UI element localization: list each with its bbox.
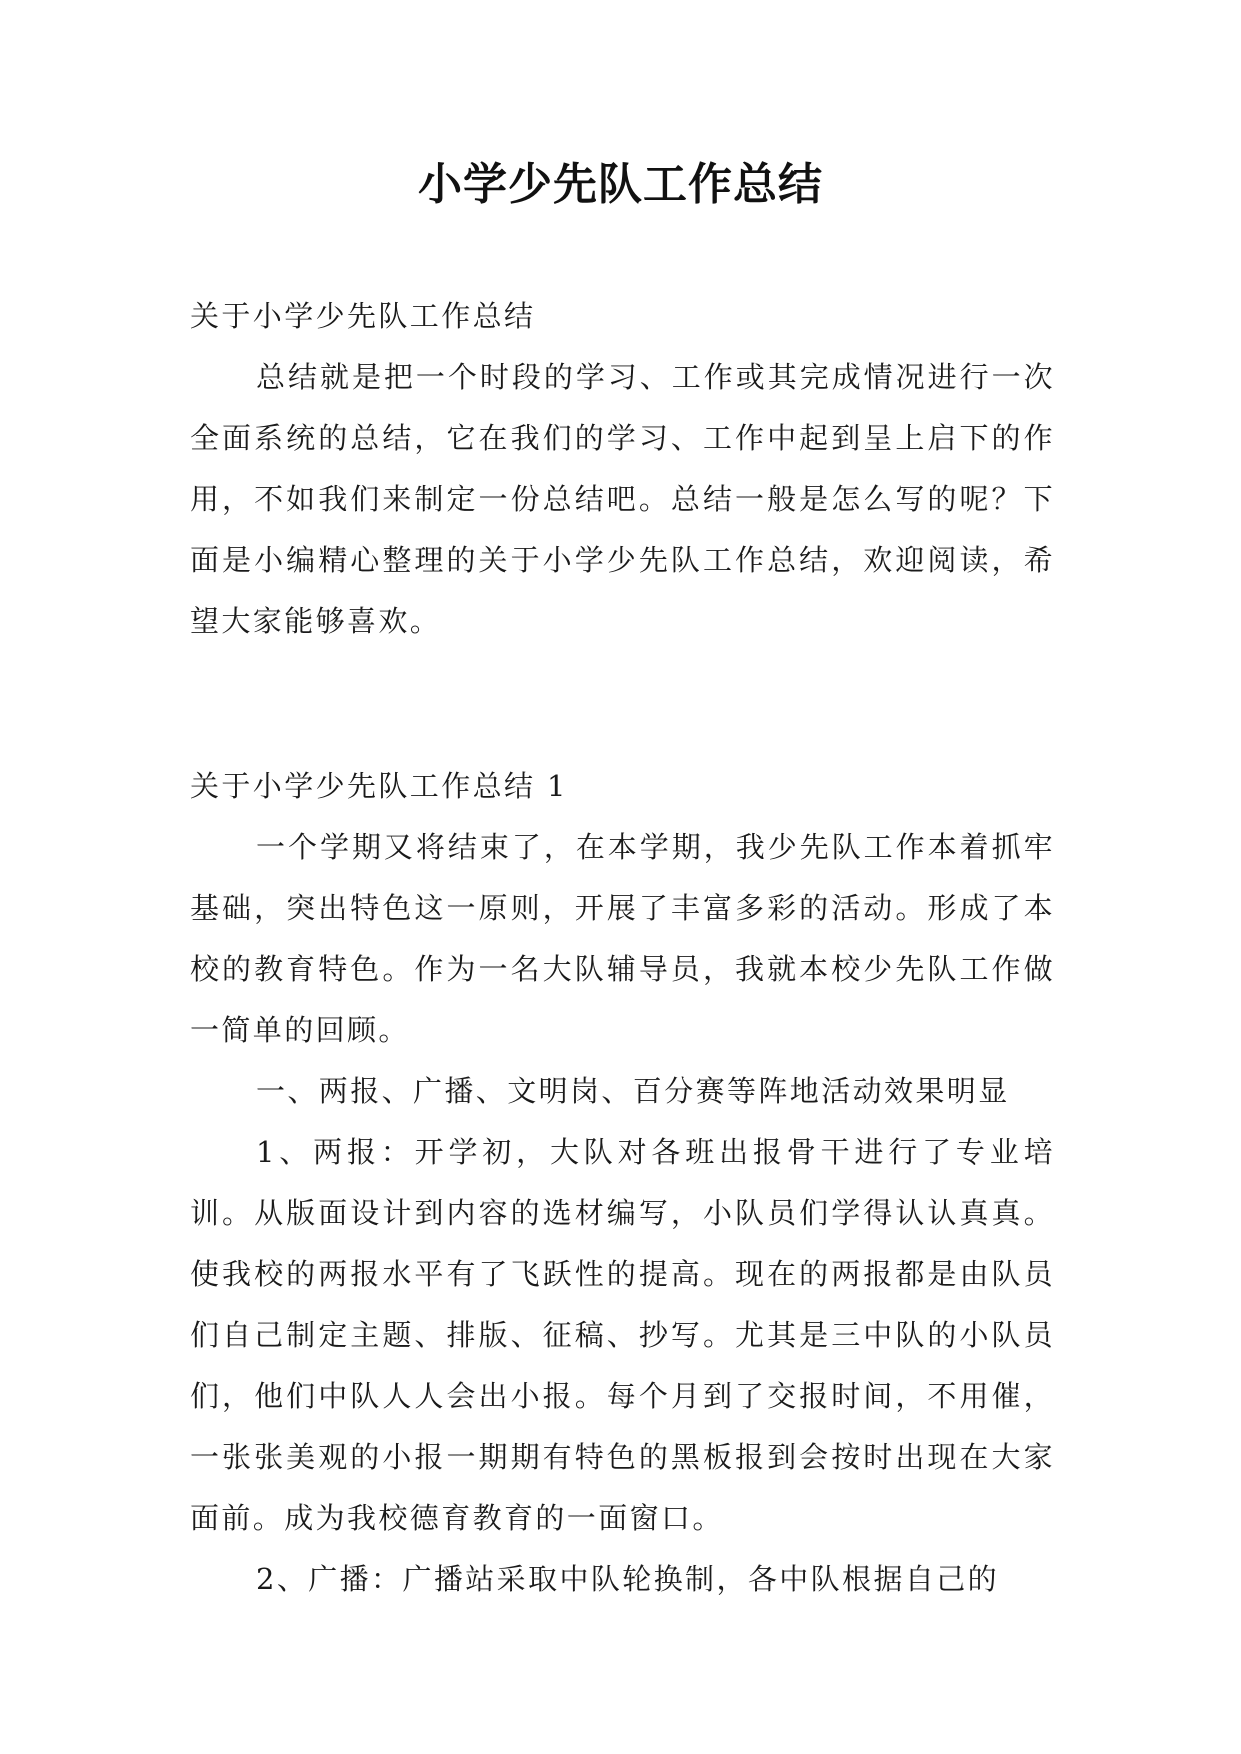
intro-section: [190, 286, 1055, 652]
intro-paragraph: 总结就是把一个时段的学习、工作或其完成情况进行一次全面系统的总结，它在我们的学习、工作中起到呈上启下的作用，不如我们来制定一份总结吧。总结一般是怎么写的呢？下面是小编精心整理的关于小学少先队工作总结，欢迎阅读，希望大家能够喜欢。: [190, 360, 1055, 638]
section-1-paragraph: 1、两报：开学初，大队对各班出报骨干进行了专业培训。从版面设计到内容的选材编写，小队员们学得认认真真。使我校的两报水平有了飞跃性的提高。现在的两报都是由队员们自己制定主题、排版、征稿、抄写。尤其是三中队的小队员们，他们中队人人会出小报。每个月到了交报时间，不用催，一张张美观的小报一期期有特色的黑板报到会按时出现在大家面前。成为我校德育教育的一面窗口。: [190, 1135, 1055, 1535]
section-1: [190, 756, 1055, 1610]
section-1-heading: 关于小学少先队工作总结 1: [190, 769, 568, 803]
section-1-paragraph: 2、广播：广播站采取中队轮换制，各中队根据自己的: [256, 1562, 1000, 1596]
intro-heading: 关于小学少先队工作总结: [190, 299, 536, 333]
section-1-subheading: 一、两报、广播、文明岗、百分赛等阵地活动效果明显: [256, 1074, 1010, 1108]
document-title: 小学少先队工作总结: [418, 159, 823, 210]
section-1-paragraph: 一个学期又将结束了，在本学期，我少先队工作本着抓牢基础，突出特色这一原则，开展了丰富多彩的活动。形成了本校的教育特色。作为一名大队辅导员，我就本校少先队工作做一简单的回顾。: [190, 830, 1055, 1047]
